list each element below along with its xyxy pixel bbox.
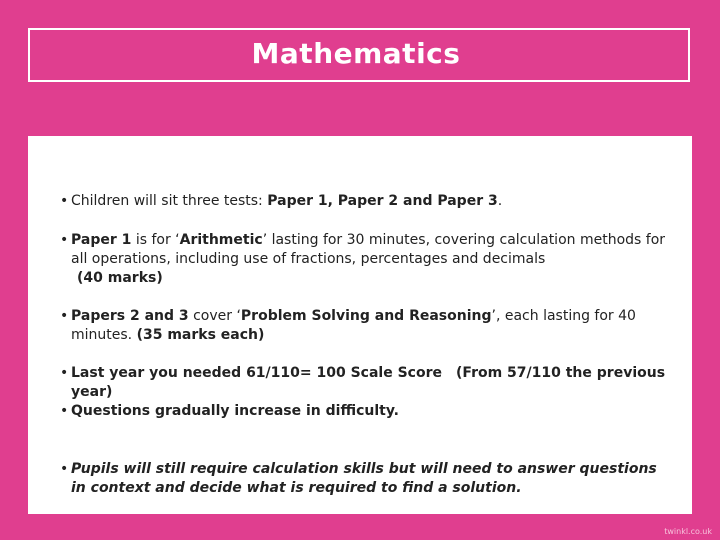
bullet-text-bold: Problem Solving and Reasoning xyxy=(240,308,492,324)
list-item-tests xyxy=(60,192,675,211)
list-item-papers23 xyxy=(60,307,675,345)
bullet-icon: • xyxy=(60,461,69,477)
bullet-text xyxy=(60,192,675,211)
bullet-text: Questions gradually increase in difficulty. xyxy=(71,403,399,419)
page-title: Mathematics xyxy=(251,37,461,70)
footer-credit: twinkl.co.uk xyxy=(664,527,712,536)
bullet-text-plain: is for ‘ xyxy=(131,232,180,248)
title-frame xyxy=(28,28,690,82)
bullet-text-plain: ’, each lasting for 40 minutes. xyxy=(71,308,636,343)
bullet-text xyxy=(60,364,675,402)
bullet-text xyxy=(60,231,675,269)
content-panel xyxy=(28,136,692,514)
bullet-text-bold: Arithmetic xyxy=(179,232,263,248)
bullet-icon: • xyxy=(60,403,69,419)
bullet-text-note: (From 57/110 the previous year) xyxy=(71,365,666,400)
bullet-text xyxy=(60,307,675,345)
bullet-text-bold: Papers 2 and 3 xyxy=(71,308,189,324)
list-item-paper1 xyxy=(60,231,675,288)
bullet-icon: • xyxy=(60,308,69,324)
list-item-calculation-skills xyxy=(60,460,675,498)
bullet-icon: • xyxy=(60,193,69,209)
marks-label: (40 marks) xyxy=(77,270,163,286)
bullet-text-plain: Children will sit three tests: xyxy=(71,193,268,209)
marks-label: (35 marks each) xyxy=(136,327,265,343)
bullet-text-bold: Last year you needed 61/110= 100 Scale Score xyxy=(71,365,442,381)
bullet-text-plain: cover ‘ xyxy=(188,308,241,324)
bullet-icon: • xyxy=(60,365,69,381)
bullet-text-bold: Paper 1 xyxy=(71,232,132,248)
bullet-icon: • xyxy=(60,232,69,248)
bullet-text-plain: . xyxy=(497,193,503,209)
bullet-text: Pupils will still require calculation skills but will need to answer questions in context and decide what is required to find a solution. xyxy=(71,461,657,496)
list-item-scale-score xyxy=(60,364,675,402)
list-item-difficulty xyxy=(60,402,675,421)
bullet-text-plain: ’ lasting for 30 minutes, covering calculation methods for all operations, including use of fractions, percentages and decimals xyxy=(71,232,666,267)
bullet-text-bold: Paper 1, Paper 2 and Paper 3 xyxy=(267,193,498,209)
